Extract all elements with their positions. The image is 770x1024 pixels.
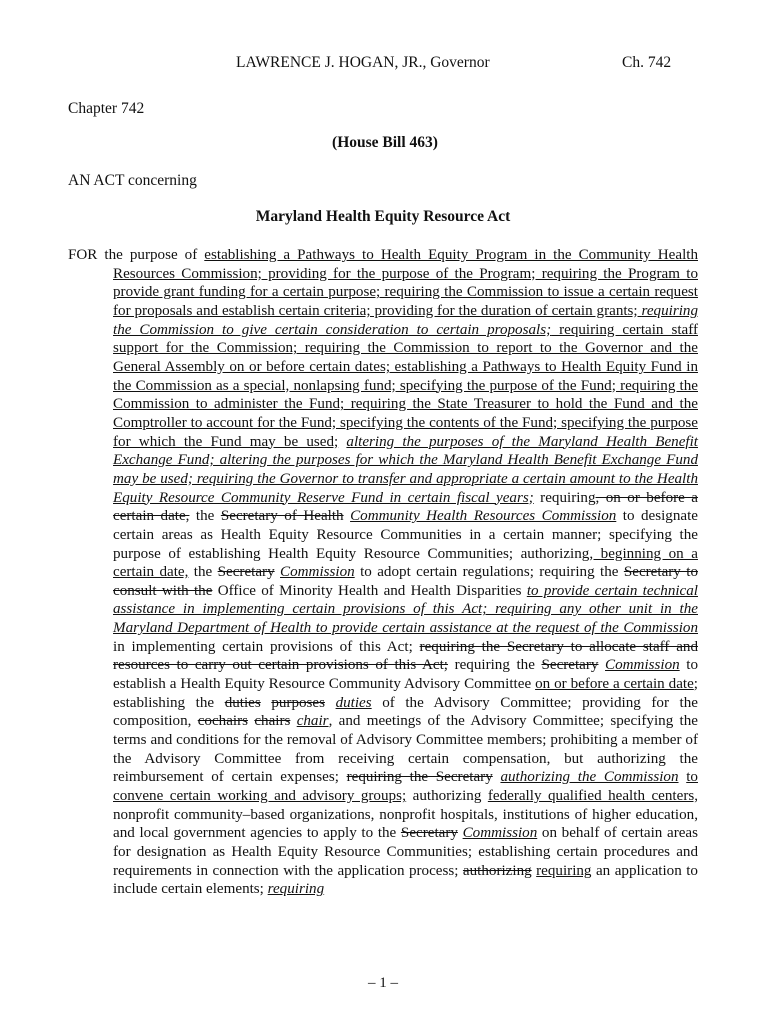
amendment-inserted-text: Commission bbox=[280, 564, 355, 581]
struck-text: Secretary bbox=[541, 657, 599, 674]
amendment-inserted-text: altering the purposes of the Maryland Health Benefit Exchange Fund; altering the purposes for which the Maryland Health Benefit Exchange Fund may be used; requiring the Governor to transfer and appropriate a certain amount to the Health Equity Resource Community Reserve Fund in certain fiscal years; bbox=[113, 433, 698, 506]
inserted-text: requiring certain staff support for the Commission; requiring the Commission to report to the Governor and the General Assembly on or before certain dates; establishing a Pathways to Health Equity Fund in the Commission as a special, nonlapsing fund; specifying the purpose of the Fund; requiring the Commission to administer the Fund; requiring the State Treasurer to hold the Fund and the Comptroller to account for the Fund; specifying the contents of the Fund; specifying the purpose for which the Fund may be used; bbox=[113, 321, 698, 450]
amendment-inserted-text: Community Health Resources Commission bbox=[350, 508, 617, 525]
text-segment: FOR the purpose of bbox=[68, 247, 205, 263]
text-segment: on behalf of certain areas for designation as Health Equity Resource Communities; establishing certain procedures and requirements in connection with the application process; bbox=[113, 825, 698, 879]
inserted-text: to convene certain working and advisory groups; bbox=[113, 769, 698, 805]
struck-inserted-text: purposes bbox=[271, 694, 325, 711]
text-segment: the bbox=[188, 564, 218, 581]
text-segment: to establish a Health Equity Resource Community Advisory Committee bbox=[113, 657, 698, 693]
text-segment: authorizing bbox=[406, 788, 488, 805]
text-segment: of the Advisory Committee; providing for the composition, bbox=[113, 694, 698, 730]
an-act-concerning: AN ACT concerning bbox=[68, 172, 197, 189]
governor-header: LAWRENCE J. HOGAN, JR., Governor bbox=[236, 54, 490, 71]
struck-text: authorizing bbox=[462, 862, 532, 879]
inserted-text: , beginning on a certain date, bbox=[113, 545, 698, 581]
struck-text: duties bbox=[224, 694, 261, 711]
bill-number-text: (House Bill 463) bbox=[332, 134, 438, 151]
struck-text: cochairs bbox=[197, 713, 249, 730]
text-segment: to designate certain areas as Health Equity Resource Communities in a certain manner; specifying the purpose of establishing Health Equity Resource Communities; authorizing bbox=[113, 508, 698, 562]
struck-inserted-text: chairs bbox=[254, 713, 291, 730]
inserted-text: requiring bbox=[536, 862, 592, 879]
struck-text: requiring the Secretary to allocate staff and resources to carry out certain provisions of this Act; bbox=[113, 638, 698, 674]
inserted-text: federally qualified health centers, bbox=[487, 788, 698, 805]
struck-text: , on or before a certain date, bbox=[113, 489, 698, 525]
page-number: – 1 – bbox=[368, 975, 398, 991]
text-segment bbox=[261, 695, 272, 711]
amendment-inserted-text: requiring bbox=[267, 881, 325, 898]
amendment-inserted-text: duties bbox=[335, 694, 372, 711]
text-segment: the bbox=[189, 508, 221, 525]
text-segment: requiring the bbox=[448, 657, 542, 674]
text-segment: , and meetings of the Advisory Committee; specifying the terms and conditions for the removal of Advisory Committee members; prohibiting a member of the Advisory Committee from receiving certain compensation, but authorizing the reimbursement of certain expenses; bbox=[113, 713, 698, 786]
inserted-text: on or before a certain date bbox=[535, 676, 694, 693]
text-segment: nonprofit community–based organizations, nonprofit hospitals, institutions of higher education, and local government agencies to apply to the bbox=[113, 806, 698, 842]
amendment-inserted-text: to provide certain technical assistance in implementing certain provisions of this Act; requiring any other unit in the Maryland Department of Health to provide certain assistance at the request of the Commission bbox=[113, 582, 698, 637]
text-segment: in implementing certain provisions of this Act; bbox=[113, 638, 420, 655]
text-segment: requiring bbox=[533, 489, 596, 506]
purpose-paragraph bbox=[68, 246, 698, 899]
amendment-inserted-text: Commission bbox=[605, 657, 680, 674]
chapter-reference: Ch. 742 bbox=[622, 54, 672, 71]
struck-text: Secretary of Health bbox=[220, 508, 344, 525]
struck-text: Secretary to consult with the bbox=[113, 564, 698, 599]
amendment-inserted-text: Commission bbox=[462, 825, 538, 842]
amendment-inserted-text: chair bbox=[296, 713, 329, 730]
struck-text: Secretary bbox=[217, 564, 275, 581]
inserted-text: establishing a Pathways to Health Equity Program in the Community Health Resources Commission; providing for the purpose of the Program; requiring the Program to provide grant funding for a certain purpose; requiring the Commission to issue a certain request for proposals and establish certain criteria; providing for the duration of certain grants; bbox=[113, 247, 698, 319]
bill-number bbox=[0, 134, 770, 152]
amendment-inserted-text: authorizing the Commission bbox=[500, 769, 679, 786]
chapter-number: Chapter 742 bbox=[68, 100, 145, 117]
struck-text: Secretary bbox=[400, 825, 458, 842]
struck-text: requiring the Secretary bbox=[346, 769, 493, 786]
text-segment: an application to include certain elements; bbox=[113, 862, 698, 898]
text-segment: Office of Minority Health and Health Disparities bbox=[212, 582, 527, 599]
act-title: Maryland Health Equity Resource Act bbox=[255, 208, 511, 225]
text-segment: ; establishing the bbox=[113, 676, 698, 711]
amendment-inserted-text: requiring the Commission to give certain consideration to certain proposals; bbox=[113, 302, 698, 338]
text-segment: to adopt certain regulations; requiring the bbox=[354, 564, 624, 581]
text-segment bbox=[325, 695, 336, 711]
